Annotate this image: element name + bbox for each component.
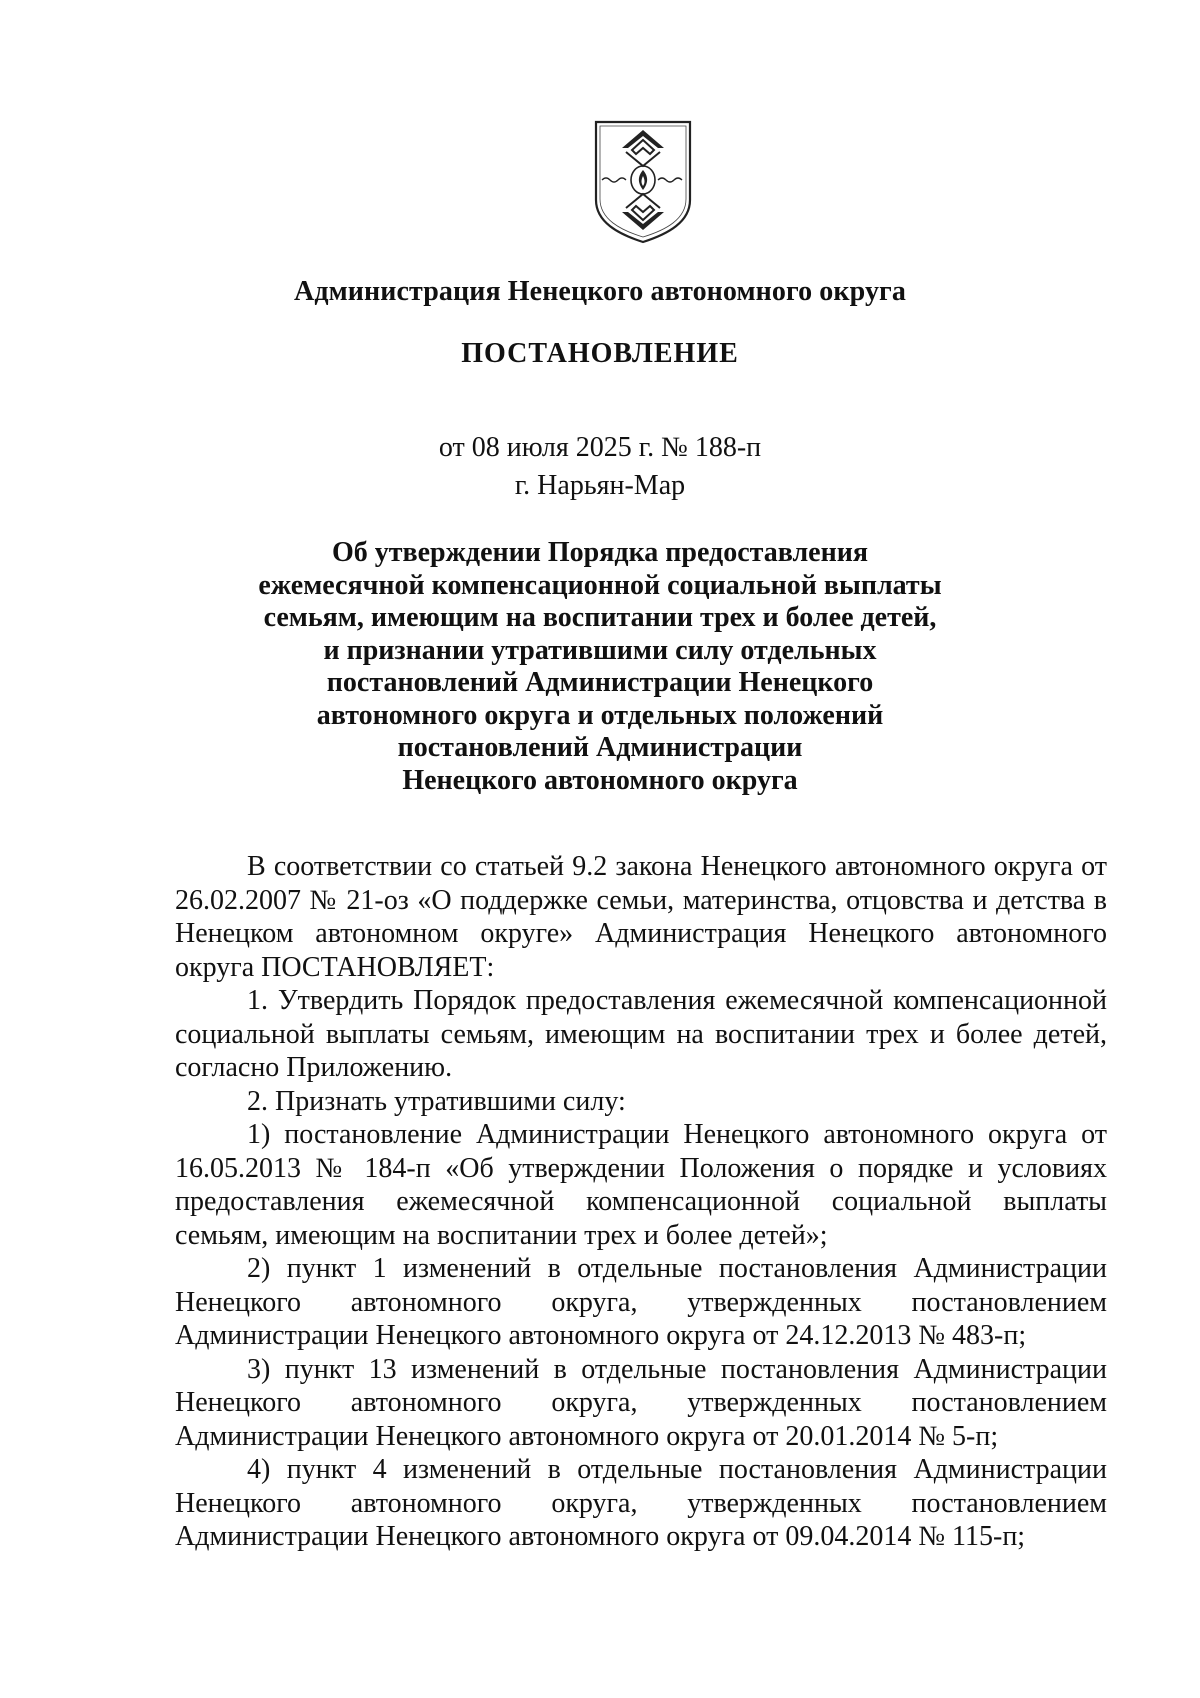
title-line: автономного округа и отдельных положений: [316, 699, 884, 731]
coat-of-arms-icon: [592, 118, 694, 246]
document-type: ПОСТАНОВЛЕНИЕ: [461, 338, 739, 369]
body-paragraph: 1. Утвердить Порядок предоставления ежемесячной компенсационной социальной выплаты семьям, имеющим на воспитании трех и более детей, согласно Приложению.: [175, 985, 1107, 1083]
title-line: ежемесячной компенсационной социальной выплаты: [258, 569, 942, 601]
document-city: г. Нарьян-Мар: [514, 470, 686, 501]
title-line: постановлений Администрации: [397, 732, 803, 763]
body-paragraph: В соответствии со статьей 9.2 закона Ненецкого автономного округа от 26.02.2007 № 21-оз «О поддержке семьи, материнства, отцовства и детства в Ненецком автономном округе» Администрация Ненецкого автономного округа ПОСТАНОВЛЯЕТ:: [175, 851, 1107, 983]
body-paragraph: 4) пункт 4 изменений в отдельные постановления Администрации Ненецкого автономного округа, утвержденных постановлением Администрации Ненецкого автономного округа от 09.04.2014 № 115-п;: [175, 1454, 1107, 1552]
body-paragraph: 3) пункт 13 изменений в отдельные постановления Администрации Ненецкого автономного округа, утвержденных постановлением Администрации Ненецкого автономного округа от 20.01.2014 № 5-п;: [175, 1353, 1107, 1452]
title-line: Ненецкого автономного округа: [402, 764, 798, 796]
body-paragraph: 2) пункт 1 изменений в отдельные постановления Администрации Ненецкого автономного округа, утвержденных постановлением Администрации Ненецкого автономного округа от 24.12.2013 № 483-п;: [175, 1253, 1107, 1351]
document-date-number: от 08 июля 2025 г. № 188-п: [438, 432, 762, 463]
title-line: семьям, имеющим на воспитании трех и более детей,: [263, 602, 937, 633]
body-paragraph: 1) постановление Администрации Ненецкого автономного округа от 16.05.2013 № 184-п «Об утверждении Положения о порядке и условиях предоставления ежемесячной компенсационной социальной выплаты семьям, имеющим на воспитании трех и более детей»;: [175, 1119, 1107, 1251]
document-body: [175, 850, 1107, 1554]
title-line: постановлений Администрации Ненецкого: [326, 667, 874, 698]
organization-name: Администрация Ненецкого автономного округа: [294, 276, 906, 307]
document-title: [0, 537, 1200, 797]
title-line: и признании утратившими силу отдельных: [323, 634, 877, 666]
title-line: Об утверждении Порядка предоставления: [331, 537, 869, 568]
body-paragraph: 2. Признать утратившими силу:: [247, 1085, 626, 1117]
